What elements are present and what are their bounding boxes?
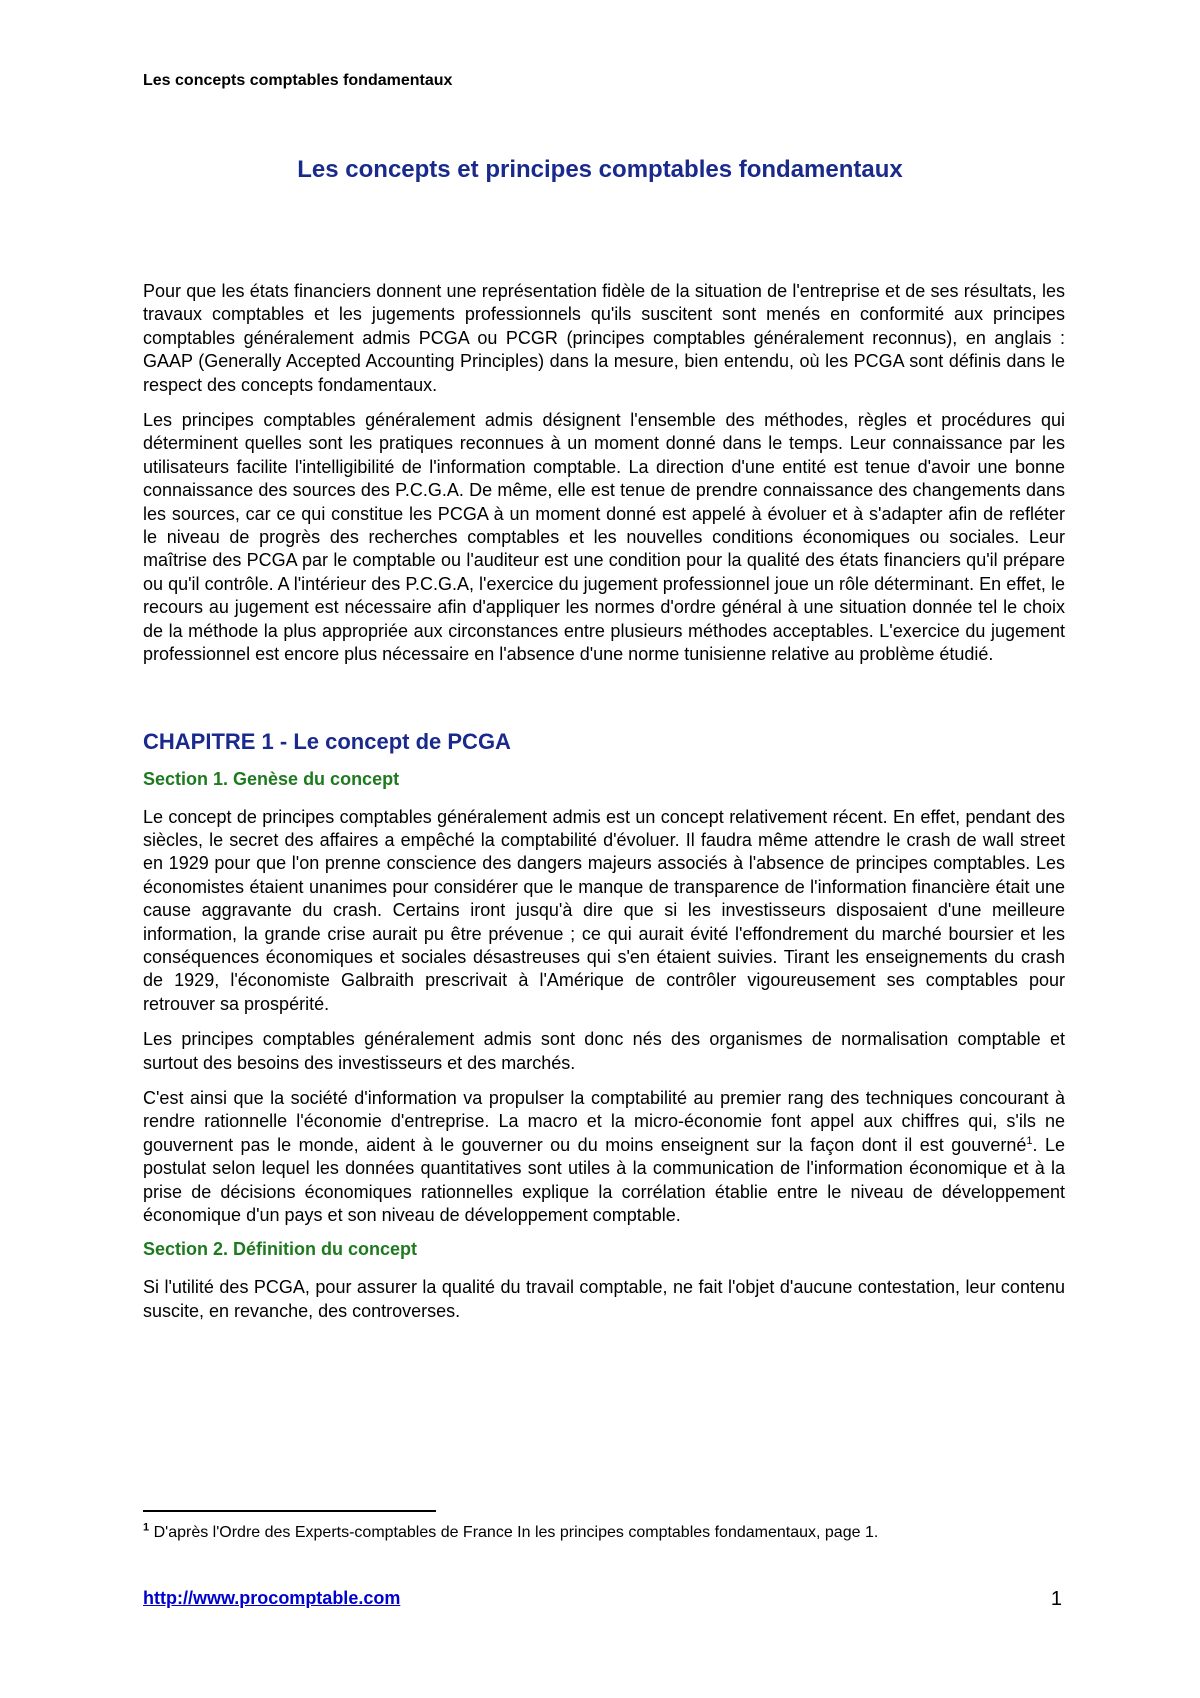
footer-website-link[interactable]: http://www.procomptable.com — [143, 1588, 401, 1608]
footnote — [143, 1521, 879, 1542]
chapter-title: CHAPITRE 1 - Le concept de PCGA — [143, 728, 511, 754]
paragraph-text: . Le postulat selon lequel les données quantitatives sont utiles à la communication de l'information économique et à la prise de décisions économiques rationnelles explique la corrélation établie entre le niveau de développement économique d'un pays et son niveau de développement comptable. — [143, 1134, 1065, 1225]
section-1-paragraph-2: Les principes comptables généralement admis sont donc nés des organismes de normalisation comptable et surtout des besoins des investisseurs et des marchés. — [143, 1029, 1065, 1073]
intro-paragraph-2: Les principes comptables généralement admis désignent l'ensemble des méthodes, règles et procédures qui déterminent quelles sont les pratiques reconnues à un moment donné dans le temps. Leur connaissance par les utilisateurs facilite l'intelligibilité de l'information comptable. La direction d'une entité est tenue d'avoir une bonne connaissance des sources des P.C.G.A. De même, elle est tenue de prendre connaissance des changements dans les sources, car ce qui constitue les PCGA à un moment donné est appelé à évoluer et à s'adapter afin de refléter le niveau de progrès des recherches comptables et les nouvelles conditions économiques ou sociales. Leur maîtrise des PCGA par le comptable ou l'auditeur est une condition pour la qualité des états financiers qu'il prépare ou qu'il contrôle. A l'intérieur des P.C.G.A, l'exercice du jugement professionnel joue un rôle déterminant. En effet, le recours au jugement est nécessaire afin d'appliquer les normes d'ordre général à une situation donnée tel le choix de la méthode la plus appropriée aux circonstances entre plusieurs méthodes acceptables. L'exercice du jugement professionnel est encore plus nécessaire en l'absence d'une norme tunisienne relative au problème étudié. — [143, 410, 1065, 665]
paragraph-text: C'est ainsi que la société d'information va propulser la comptabilité au premier rang des techniques concourant à rendre rationnelle l'économie d'entreprise. La macro et la micro-économie font appel aux chiffres qui, s'ils ne gouvernent pas le monde, aident à le gouverner ou du moins enseignent sur la façon dont il est gouverné — [143, 1087, 1065, 1155]
section-2-title: Section 2. Définition du concept — [143, 1239, 418, 1260]
footnote-reference[interactable]: 1 — [1026, 1134, 1033, 1147]
intro-paragraph-1: Pour que les états financiers donnent une représentation fidèle de la situation de l'entreprise et de ses résultats, les travaux comptables et les jugements professionnels qu'ils suscitent sont menés en conformité aux principes comptables généralement admis PCGA ou PCGR (principes comptables généralement reconnus), en anglais : GAAP (Generally Accepted Accounting Principles) dans la mesure, bien entendu, où les PCGA sont définis dans le respect des concepts fondamentaux. — [143, 281, 1065, 395]
document-body — [143, 280, 1065, 1335]
page-number: 1 — [1050, 1588, 1062, 1610]
section-2-paragraph-1: Si l'utilité des PCGA, pour assurer la qualité du travail comptable, ne fait l'objet d'aucune contestation, leur contenu suscite, en revanche, des controverses. — [143, 1277, 1065, 1321]
footnote-divider — [143, 1510, 436, 1512]
document-title: Les concepts et principes comptables fondamentaux — [297, 156, 903, 183]
section-1-title: Section 1. Genèse du concept — [143, 768, 400, 789]
footnote-text: D'après l'Ordre des Experts-comptables de France In les principes comptables fondamentaux, page 1. — [153, 1524, 879, 1541]
section-1-paragraph-1: Le concept de principes comptables généralement admis est un concept relativement récent. En effet, pendant des siècles, le secret des affaires a empêché la comptabilité d'évoluer. Il faudra même attendre le crash de wall street en 1929 pour que l'on prenne conscience des dangers majeurs associés à l'absence de principes comptables. Les économistes étaient unanimes pour considérer que le manque de transparence de l'information financière était une cause aggravante du crash. Certains iront jusqu'à dire que si les investisseurs disposaient d'une meilleure information, la grande crise aurait pu être prévenue ; ce qui aurait évité l'effondrement du marché boursier et les conséquences économiques et sociales désastreuses qui s'en étaient suivies. Tirant les enseignements du crash de 1929, l'économiste Galbraith prescrivait à l'Amérique de contrôler vigoureusement ses comptables pour retrouver sa prospérité. — [143, 806, 1065, 1014]
section-1-paragraph-3 — [143, 1087, 1065, 1227]
running-header: Les concepts comptables fondamentaux — [143, 72, 453, 89]
footnote-number: 1 — [143, 1521, 150, 1534]
